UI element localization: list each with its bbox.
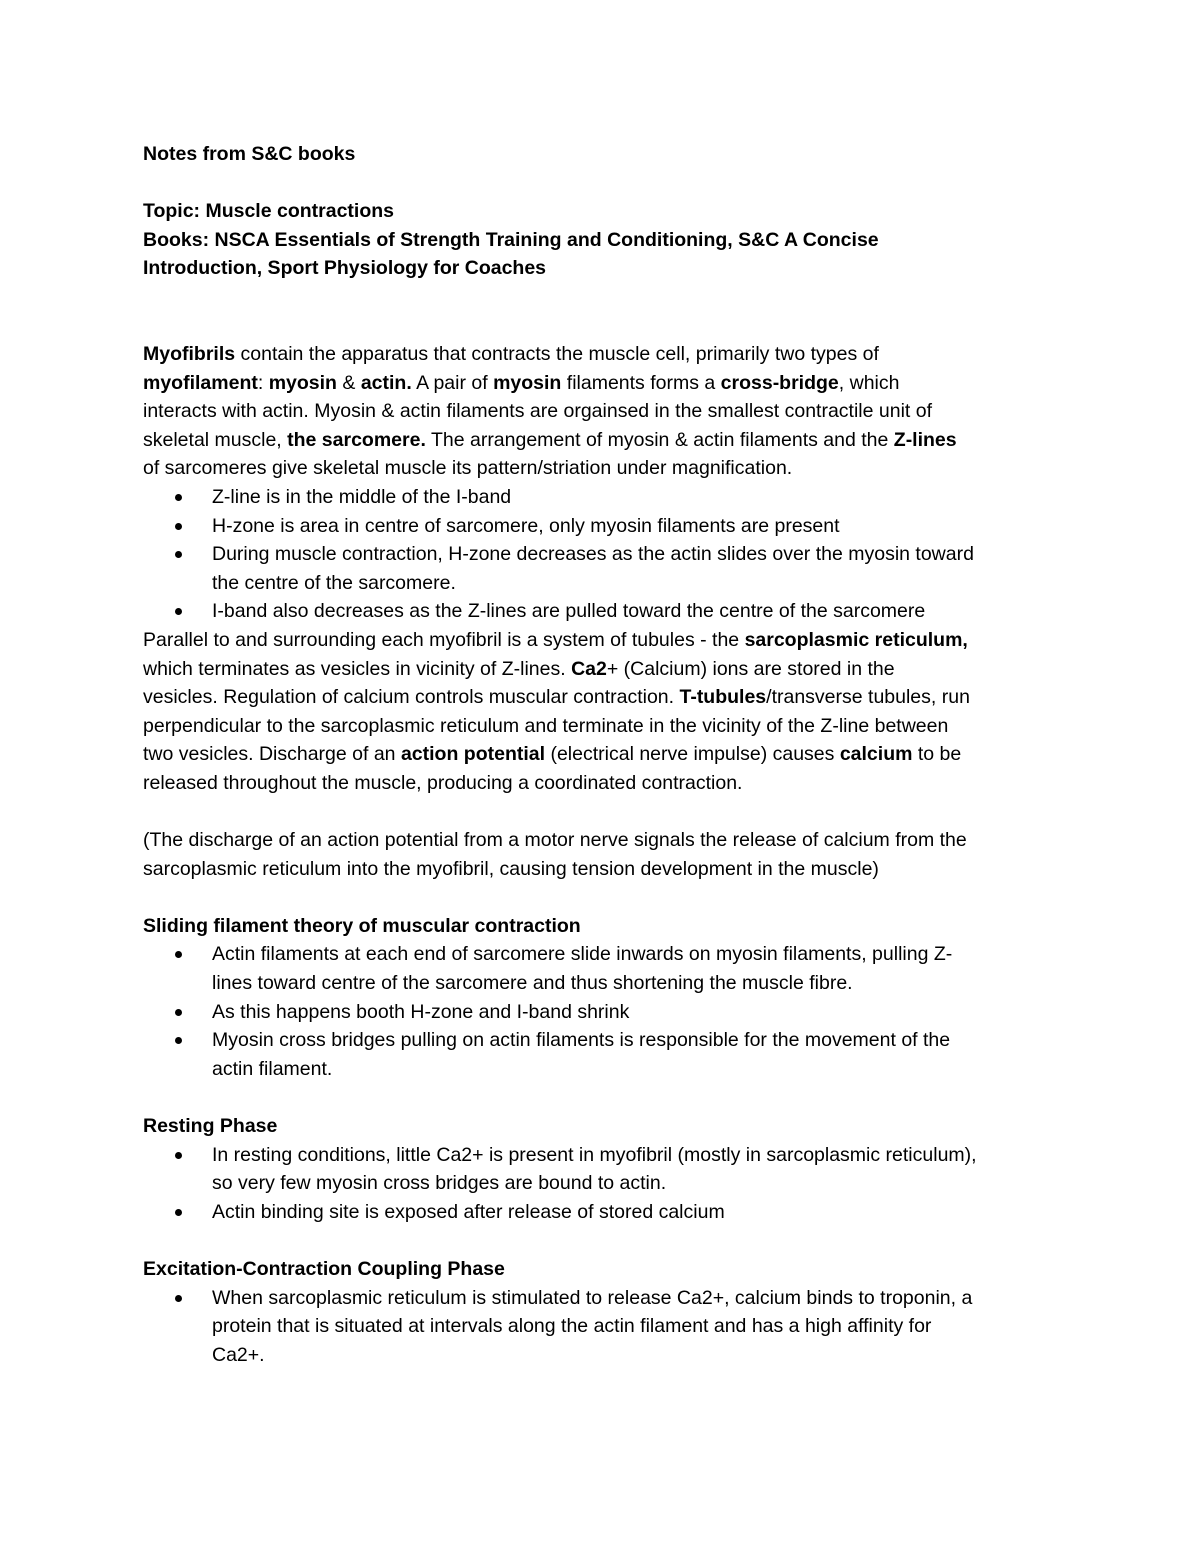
para-text: (electrical nerve impulse) causes bbox=[545, 743, 840, 766]
section-heading-resting-phase: Resting Phase bbox=[143, 1115, 278, 1137]
para-text: which terminates as vesicles in vicinity of Z-lines. bbox=[143, 657, 572, 680]
para-text: vesicles. Regulation of calcium controls muscular contraction. bbox=[143, 686, 680, 709]
intro-text: The arrangement of myosin & actin filaments and the bbox=[425, 428, 894, 451]
list-item-text: During muscle contraction, H-zone decreases as the actin slides over the myosin toward bbox=[212, 543, 974, 566]
term-action-potential: action potential bbox=[400, 743, 546, 766]
term-cross-bridge: cross-bridge bbox=[720, 371, 839, 394]
document-body bbox=[143, 140, 1063, 1369]
term-sarcoplasmic-reticulum: sarcoplasmic reticulum, bbox=[744, 628, 968, 651]
list-item-text: Myosin cross bridges pulling on actin filaments is responsible for the movement of the bbox=[212, 1029, 951, 1052]
intro-text: skeletal muscle, bbox=[143, 428, 288, 451]
para2-line-3 bbox=[143, 683, 1063, 712]
list-item-text: I-band also decreases as the Z-lines are pulled toward the centre of the sarcomere bbox=[212, 600, 926, 623]
para2-line-1 bbox=[143, 626, 1063, 655]
bullet-icon bbox=[175, 1152, 182, 1159]
para-text: to be bbox=[912, 743, 962, 766]
intro-text: A pair of bbox=[411, 371, 494, 394]
para2-line-5 bbox=[143, 740, 1063, 769]
bullet-icon bbox=[175, 1295, 182, 1302]
list-item bbox=[143, 998, 1063, 1027]
intro-line-5: of sarcomeres give skeletal muscle its pattern/striation under magnification. bbox=[143, 457, 793, 480]
intro-line-1 bbox=[143, 340, 1063, 369]
para2-line-2 bbox=[143, 655, 1063, 684]
term-myofibrils: Myofibrils bbox=[143, 342, 236, 365]
list-item-text: protein that is situated at intervals along the actin filament and has a high affinity for bbox=[212, 1315, 932, 1338]
resting-bullet-list bbox=[143, 1141, 1063, 1227]
term-sarcomere: the sarcomere. bbox=[287, 428, 426, 451]
section-heading-sliding-filament: Sliding filament theory of muscular contraction bbox=[143, 914, 581, 937]
bullet-icon bbox=[175, 551, 182, 558]
intro-line-4 bbox=[143, 426, 1063, 455]
list-item-text: When sarcoplasmic reticulum is stimulated to release Ca2+, calcium binds to troponin, a bbox=[212, 1286, 973, 1309]
bullet-icon bbox=[175, 523, 182, 530]
list-item bbox=[143, 1026, 1063, 1083]
list-item-text: Actin binding site is exposed after release of stored calcium bbox=[212, 1200, 725, 1223]
books-line-1: Books: NSCA Essentials of Strength Training and Conditioning, S&C A Concise bbox=[143, 228, 879, 251]
document-title: Notes from S&C books bbox=[143, 143, 356, 165]
bullet-icon bbox=[175, 1037, 182, 1044]
para-text: two vesicles. Discharge of an bbox=[143, 743, 401, 766]
list-item bbox=[143, 1141, 1063, 1198]
sliding-bullet-list bbox=[143, 940, 1063, 1083]
bullet-icon bbox=[175, 608, 182, 615]
intro-line-3: interacts with actin. Myosin & actin filaments are orgainsed in the smallest contractile unit of bbox=[143, 400, 933, 423]
topic-line: Topic: Muscle contractions bbox=[143, 200, 395, 223]
action-potential-note bbox=[143, 826, 1063, 883]
intro-line-2 bbox=[143, 369, 1063, 398]
list-item-text: H-zone is area in centre of sarcomere, only myosin filaments are present bbox=[212, 514, 840, 537]
term-actin: actin. bbox=[360, 371, 412, 394]
term-t-tubules: T-tubules bbox=[679, 686, 767, 709]
term-myofilament: myofilament bbox=[143, 371, 258, 394]
para3-line-2: sarcoplasmic reticulum into the myofibril, causing tension development in the muscle) bbox=[143, 857, 879, 880]
list-item bbox=[143, 1198, 1063, 1227]
list-item-text: As this happens booth H-zone and I-band shrink bbox=[212, 1000, 630, 1023]
bullet-icon bbox=[175, 1209, 182, 1216]
list-item bbox=[143, 1284, 1063, 1370]
list-item-text: In resting conditions, little Ca2+ is present in myofibril (mostly in sarcoplasmic reticulum), bbox=[212, 1143, 977, 1166]
list-item bbox=[143, 483, 1063, 512]
list-item-text: Actin filaments at each end of sarcomere slide inwards on myosin filaments, pulling Z- bbox=[212, 943, 953, 966]
term-z-lines: Z-lines bbox=[893, 428, 957, 451]
list-item-text: so very few myosin cross bridges are bound to actin. bbox=[212, 1172, 667, 1195]
list-item-text: Z-line is in the middle of the I-band bbox=[212, 485, 512, 508]
list-item-text: the centre of the sarcomere. bbox=[212, 571, 456, 594]
para-text: /transverse tubules, run bbox=[766, 686, 970, 709]
intro-paragraph bbox=[143, 340, 1063, 483]
intro-text: & bbox=[336, 371, 361, 394]
term-ca2: Ca2 bbox=[571, 657, 607, 680]
term-myosin: myosin bbox=[493, 371, 562, 394]
para2-line-4: perpendicular to the sarcoplasmic reticulum and terminate in the vicinity of the Z-line between bbox=[143, 714, 949, 737]
intro-text: filaments forms a bbox=[561, 371, 721, 394]
intro-text: contain the apparatus that contracts the muscle cell, primarily two types of bbox=[235, 342, 879, 365]
books-line-2: Introduction, Sport Physiology for Coaches bbox=[143, 257, 547, 280]
list-item bbox=[143, 597, 1063, 626]
list-item bbox=[143, 940, 1063, 997]
bullet-icon bbox=[175, 951, 182, 958]
sarcomere-bullet-list bbox=[143, 483, 1063, 626]
sarcoplasmic-paragraph bbox=[143, 626, 1063, 798]
term-myosin: myosin bbox=[268, 371, 337, 394]
list-item-text: lines toward centre of the sarcomere and thus shortening the muscle fibre. bbox=[212, 972, 853, 995]
bullet-icon bbox=[175, 494, 182, 501]
list-item-text: actin filament. bbox=[212, 1057, 333, 1080]
para2-line-6: released throughout the muscle, producing a coordinated contraction. bbox=[143, 771, 743, 794]
term-calcium: calcium bbox=[839, 743, 913, 766]
para-text: + (Calcium) ions are stored in the bbox=[606, 657, 895, 680]
bullet-icon bbox=[175, 1009, 182, 1016]
intro-text: : bbox=[257, 371, 269, 394]
section-heading-excitation-contraction: Excitation-Contraction Coupling Phase bbox=[143, 1257, 505, 1280]
para3-line-1: (The discharge of an action potential from a motor nerve signals the release of calcium from the bbox=[143, 829, 967, 852]
list-item bbox=[143, 540, 1063, 597]
excitation-bullet-list bbox=[143, 1284, 1063, 1370]
list-item bbox=[143, 512, 1063, 541]
intro-text: , which bbox=[838, 371, 900, 394]
para-text: Parallel to and surrounding each myofibril is a system of tubules - the bbox=[143, 628, 745, 651]
list-item-text: Ca2+. bbox=[212, 1343, 265, 1366]
